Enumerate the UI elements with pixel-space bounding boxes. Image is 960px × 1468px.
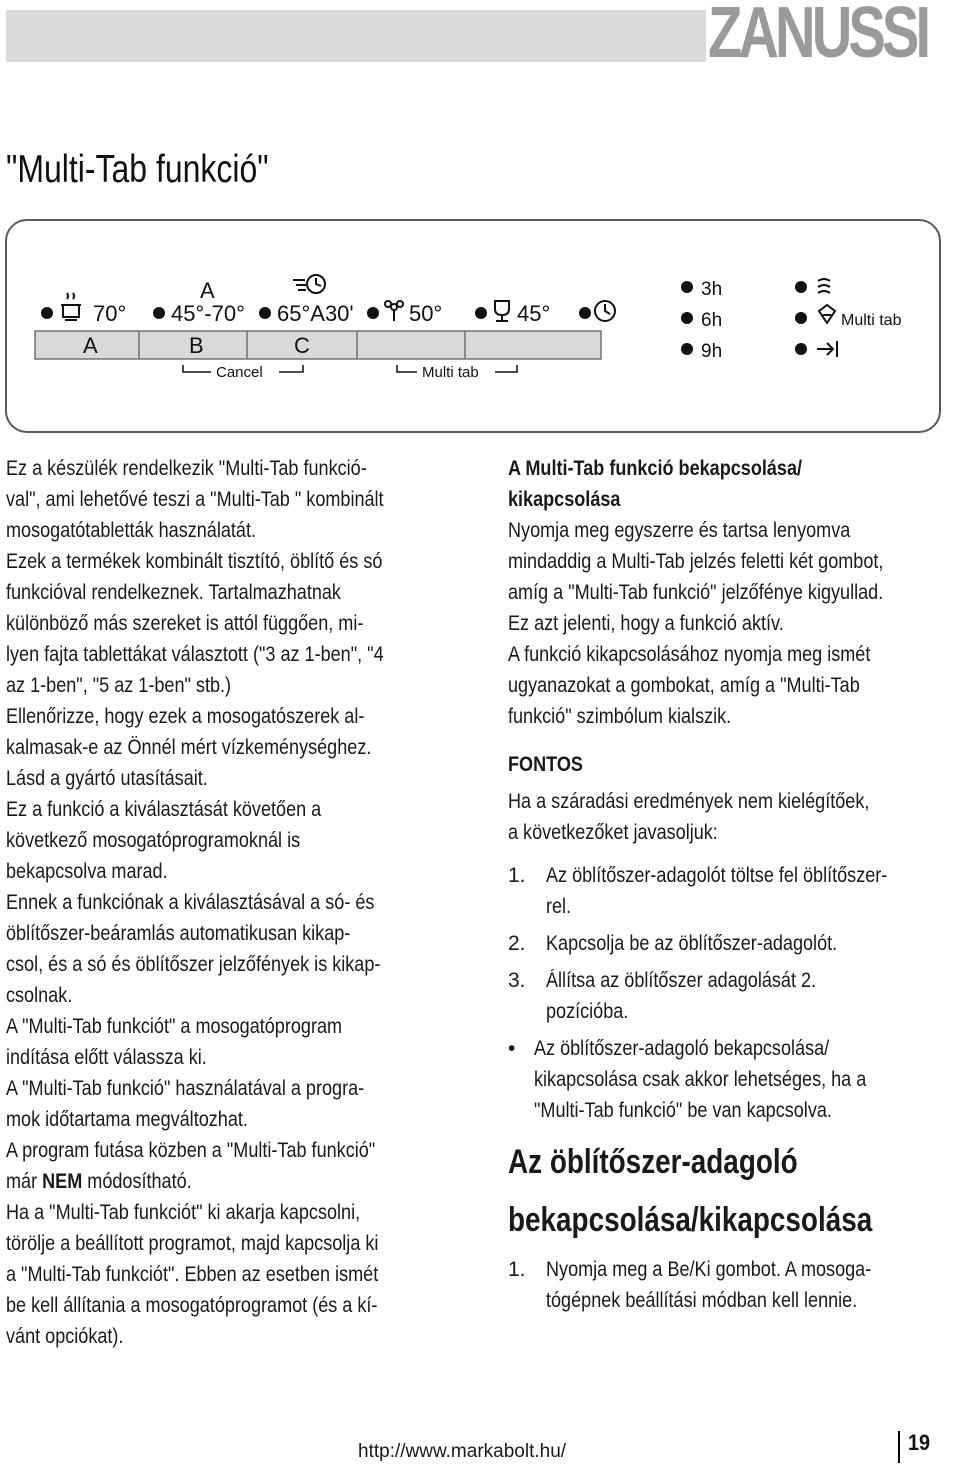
cancel-label: Cancel bbox=[216, 364, 263, 381]
delay-option-1: 3h bbox=[701, 279, 723, 300]
multi-tab-icon bbox=[819, 305, 835, 323]
step-1-number: 1. bbox=[508, 864, 526, 887]
quick-wash-clock-icon bbox=[293, 275, 325, 293]
indicator-led-3 bbox=[795, 343, 807, 355]
multitab-heading-line-2: kikapcsolása bbox=[508, 488, 621, 511]
left-line-13: következő mosogatóprogramoknál is bbox=[6, 829, 301, 852]
rinse-aid-icon bbox=[818, 279, 830, 293]
step-3-line-2: pozícióba. bbox=[546, 1000, 629, 1023]
button-strip bbox=[35, 331, 601, 359]
right-para-line-2: mindaddig a Multi-Tab jelzés feletti két gombot, bbox=[508, 550, 884, 573]
left-line-7: lyen fajta tablettákat választott ("3 az 1-ben", "4 bbox=[6, 643, 384, 666]
left-line-25: Ha a "Multi-Tab funkciót" ki akarja kapcsolni, bbox=[6, 1201, 361, 1224]
indicator-led-2 bbox=[795, 312, 807, 324]
program-temp-1: 70° bbox=[93, 301, 127, 326]
control-panel-illustration bbox=[5, 219, 941, 433]
left-line-28: be kell állítania a mosogatóprogramot (és a kí- bbox=[6, 1294, 378, 1317]
step-1-line-2: rel. bbox=[546, 895, 572, 918]
bullet-line-2: kikapcsolása csak akkor lehetséges, ha a bbox=[534, 1068, 867, 1091]
left-line-14: bekapcsolva marad. bbox=[6, 860, 168, 883]
left-column bbox=[6, 453, 446, 1352]
bullet-line-3: "Multi-Tab funkció" be van kapcsolva. bbox=[534, 1099, 832, 1122]
left-line-29: vánt opciókat). bbox=[6, 1325, 124, 1348]
program-temp-5: 45° bbox=[517, 301, 551, 326]
step-3-line-1: Állítsa az öblítőszer adagolását 2. bbox=[546, 969, 817, 992]
section-step-line-2: tógépnek beállítási módban kell lennie. bbox=[546, 1289, 858, 1312]
eco-flower-icon bbox=[385, 301, 403, 321]
header-bar bbox=[6, 10, 706, 62]
program-temp-4: 50° bbox=[409, 301, 443, 326]
right-para-line-7: funkció" szimbólum kialszik. bbox=[508, 705, 732, 728]
left-line-19: A "Multi-Tab funkciót" a mosogatóprogram bbox=[6, 1015, 343, 1038]
multitab-heading-line-1: A Multi-Tab funkció bekapcsolása/ bbox=[508, 457, 803, 480]
section-step-line-1: Nyomja meg a Be/Ki gombot. A mosoga- bbox=[546, 1258, 872, 1281]
section-title-line-2: bekapcsolása/kikapcsolása bbox=[508, 1201, 873, 1239]
left-line-27: a "Multi-Tab funkciót". Ebben az esetben ismét bbox=[6, 1263, 379, 1286]
left-line-5: funkcióval rendelkeznek. Tartalmazhatnak bbox=[6, 581, 341, 604]
indicator-led-1 bbox=[795, 281, 807, 293]
footer-url[interactable]: http://www.markabolt.hu/ bbox=[358, 1441, 567, 1462]
right-para-line-5: A funkció kikapcsolásához nyomja meg ismét bbox=[508, 643, 871, 666]
fontos-heading: FONTOS bbox=[508, 753, 583, 776]
delay-option-3: 9h bbox=[701, 341, 723, 362]
page-number: 19 bbox=[908, 1430, 931, 1455]
step-3 bbox=[508, 965, 948, 1027]
step-1-line-1: Az öblítőszer-adagolót töltse fel öblítőszer- bbox=[546, 864, 888, 887]
left-line-26: törölje a beállított programot, majd kapcsolja ki bbox=[6, 1232, 379, 1255]
left-line-6: különböző más szereket is attól függően, mi- bbox=[6, 612, 364, 635]
fontos-intro-line-2: a következőket javasoljuk: bbox=[508, 821, 718, 844]
left-line-15: Ennek a funkciónak a kiválasztásával a só- és bbox=[6, 891, 375, 914]
left-line-17: csol, és a só és öblítőszer jelzőfények is kikap- bbox=[6, 953, 381, 976]
page-title: "Multi-Tab funkció" bbox=[6, 148, 269, 191]
pot-icon bbox=[61, 293, 81, 320]
left-line-1: Ez a készülék rendelkezik "Multi-Tab funkció- bbox=[6, 457, 367, 480]
left-line-23: A program futása közben a "Multi-Tab funkció" bbox=[6, 1139, 376, 1162]
button-label-b: B bbox=[189, 333, 204, 358]
left-line-3: mosogatótabletták használatát. bbox=[6, 519, 257, 542]
left-line-18: csolnak. bbox=[6, 984, 73, 1007]
left-line-12: Ez a funkció a kiválasztását követően a bbox=[6, 798, 322, 821]
step-2-number: 2. bbox=[508, 932, 526, 955]
multi-tab-indicator-label: Multi tab bbox=[841, 312, 902, 329]
left-line-nem: már NEM módosítható. bbox=[6, 1170, 192, 1193]
section-step-number: 1. bbox=[508, 1258, 526, 1281]
program-temp-3: 65°A30' bbox=[277, 301, 354, 326]
left-line-21: A "Multi-Tab funkció" használatával a progra- bbox=[6, 1077, 365, 1100]
left-line-16: öblítőszer-beáramlás automatikusan kikap- bbox=[6, 922, 351, 945]
program-led-1 bbox=[41, 307, 53, 319]
right-para-line-6: ugyanazokat a gombokat, amíg a "Multi-Tab bbox=[508, 674, 860, 697]
right-para-line-4: Ez azt jelenti, hogy a funkció aktív. bbox=[508, 612, 784, 635]
right-para-line-1: Nyomja meg egyszerre és tartsa lenyomva bbox=[508, 519, 851, 542]
right-column bbox=[508, 453, 948, 1316]
program-led-3 bbox=[259, 307, 271, 319]
right-para-line-3: amíg a "Multi-Tab funkció" jelzőfénye kigyullad. bbox=[508, 581, 884, 604]
bullet-note bbox=[508, 1033, 948, 1126]
label-a-top: A bbox=[200, 278, 215, 303]
program-led-6 bbox=[579, 307, 591, 319]
control-panel-drawing bbox=[7, 221, 939, 431]
step-2 bbox=[508, 928, 948, 959]
left-line-10: kalmasak-e az Önnél mért vízkeménységhez. bbox=[6, 736, 372, 759]
left-line-11: Lásd a gyártó utasításait. bbox=[6, 767, 208, 790]
clock-icon bbox=[595, 301, 615, 321]
program-led-4 bbox=[367, 307, 379, 319]
zanussi-logo: ZANUSSI bbox=[708, 0, 928, 73]
left-line-2: val", ami lehetővé teszi a "Multi-Tab " kombinált bbox=[6, 488, 384, 511]
program-led-5 bbox=[475, 307, 487, 319]
glass-icon bbox=[495, 301, 509, 321]
bullet-mark: • bbox=[508, 1037, 516, 1060]
end-arrow-icon bbox=[817, 341, 837, 357]
step-3-number: 3. bbox=[508, 969, 526, 992]
delay-option-2: 6h bbox=[701, 310, 723, 331]
left-line-8: az 1-ben", "5 az 1-ben" stb.) bbox=[6, 674, 232, 697]
fontos-intro-line-1: Ha a száradási eredmények nem kielégítőek, bbox=[508, 790, 870, 813]
left-line-4: Ezek a termékek kombinált tisztító, öblítő és só bbox=[6, 550, 383, 573]
program-led-2 bbox=[153, 307, 165, 319]
footer-divider bbox=[898, 1431, 900, 1463]
multi-tab-bracket-label: Multi tab bbox=[422, 364, 479, 381]
section-step-1 bbox=[508, 1254, 948, 1316]
button-label-c: C bbox=[294, 333, 310, 358]
delay-led-1 bbox=[681, 281, 693, 293]
bullet-line-1: Az öblítőszer-adagoló bekapcsolása/ bbox=[534, 1037, 830, 1060]
step-1 bbox=[508, 860, 948, 922]
left-line-22: mok időtartama megváltozhat. bbox=[6, 1108, 248, 1131]
button-label-a: A bbox=[83, 333, 98, 358]
program-row bbox=[41, 293, 615, 326]
program-temp-2: 45°-70° bbox=[171, 301, 245, 326]
step-2-line-1: Kapcsolja be az öblítőszer-adagolót. bbox=[546, 932, 838, 955]
left-line-9: Ellenőrizze, hogy ezek a mosogatószerek al- bbox=[6, 705, 365, 728]
left-line-20: indítása előtt válassza ki. bbox=[6, 1046, 207, 1069]
delay-led-3 bbox=[681, 343, 693, 355]
section-title-line-1: Az öblítőszer-adagoló bbox=[508, 1143, 798, 1181]
delay-led-2 bbox=[681, 312, 693, 324]
